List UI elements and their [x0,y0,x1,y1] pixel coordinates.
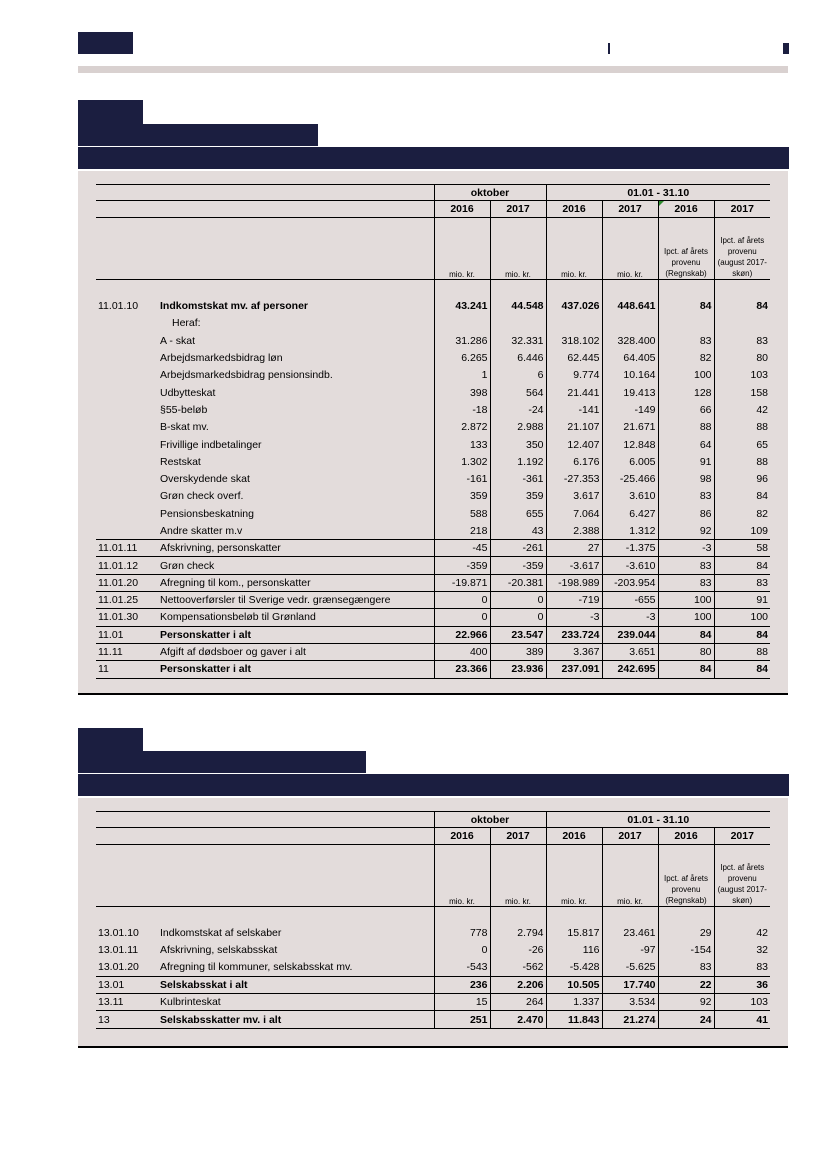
row-value: 84 [658,298,714,315]
row-code: 13.11 [96,994,158,1011]
row-value [658,315,714,332]
row-value: 359 [434,488,490,505]
row-value: 64 [658,436,714,453]
row-value: 12.407 [546,436,602,453]
header-year: 2016 [658,201,714,218]
row-value: 158 [714,384,770,401]
header-mark-1 [608,43,610,54]
row-value: 15 [434,994,490,1011]
row-label: Kompensationsbeløb til Grønland [158,609,434,626]
unit-label: mio. kr. [546,218,602,280]
header-year: 2017 [602,201,658,218]
row-value: 350 [490,436,546,453]
header-year: 2017 [714,828,770,845]
table-row [96,574,770,591]
row-value: 83 [714,959,770,976]
row-value: 3.367 [546,643,602,660]
row-value: 21.107 [546,419,602,436]
unit-label: mio. kr. [546,845,602,907]
row-label: Frivillige indbetalinger [160,438,262,451]
row-value: 389 [490,643,546,660]
row-value: 7.064 [546,505,602,522]
row-label: Indkomstskat af selskaber [160,927,282,940]
row-label: Grøn check [158,557,434,574]
row-code [96,505,158,522]
row-value: 22.966 [434,626,490,643]
row-value [546,315,602,332]
row-value: 84 [714,488,770,505]
row-value: 17.740 [602,976,658,993]
row-value: 251 [434,1011,490,1028]
row-value: 84 [658,626,714,643]
row-value: 2.388 [546,522,602,539]
row-value: 82 [714,505,770,522]
table-row [96,315,770,332]
row-value: 448.641 [602,298,658,315]
pct-header-2016: Ipct. af årets provenu (Regnskab) [658,845,714,907]
row-value: -154 [658,942,714,959]
row-value: -5.428 [546,959,602,976]
row-value: -203.954 [602,574,658,591]
row-label: Selskabsskatter mv. i alt [158,1011,434,1028]
row-label: Pensionsbeskatning [160,507,254,520]
row-value: 2.470 [490,1011,546,1028]
row-value: -27.353 [546,470,602,487]
row-value: 15.817 [546,925,602,942]
row-value: 92 [658,994,714,1011]
pct-header-2017: Ipct. af årets provenu (august 2017- skøn) [714,845,770,907]
row-value: 22 [658,976,714,993]
row-value: 42 [714,925,770,942]
row-label: Afgift af dødsboer og gaver i alt [158,643,434,660]
row-value: -198.989 [546,574,602,591]
row-label: Kulbrinteskat [158,994,434,1011]
row-value: 21.671 [602,419,658,436]
row-value: 10.164 [602,367,658,384]
row-value: 6.446 [490,349,546,366]
row-code [96,367,158,384]
row-value: 58 [714,540,770,557]
row-value: -25.466 [602,470,658,487]
table1 [96,184,770,679]
row-value: 359 [490,488,546,505]
row-value: -361 [490,470,546,487]
row-value: -3 [602,609,658,626]
row-value: -97 [602,942,658,959]
row-value: -45 [434,540,490,557]
row-value: 42 [714,401,770,418]
pct-header-2016: Ipct. af årets provenu (Regnskab) [658,218,714,280]
unit-label: mio. kr. [490,218,546,280]
row-value [602,315,658,332]
row-value: 44.548 [490,298,546,315]
row-value: 84 [714,661,770,678]
row-value: 0 [490,592,546,609]
row-label: Indkomstskat mv. af personer [160,300,309,313]
header-year: 2016 [658,828,714,845]
row-value: -141 [546,401,602,418]
table-row [96,925,770,942]
table-row [96,367,770,384]
row-value: 3.610 [602,488,658,505]
table-row [96,643,770,660]
row-value: 400 [434,643,490,660]
row-value: 133 [434,436,490,453]
row-value: 31.286 [434,332,490,349]
table-row [96,332,770,349]
row-value: 88 [658,419,714,436]
row-value: 32.331 [490,332,546,349]
row-code: 11.01.25 [96,592,158,609]
row-value: 237.091 [546,661,602,678]
row-value: 88 [714,453,770,470]
row-value: -3 [658,540,714,557]
row-value: 0 [434,942,490,959]
row-value: 2.206 [490,976,546,993]
row-label: Arbejdsmarkedsbidrag løn [160,352,283,365]
row-value: -359 [490,557,546,574]
row-code: 11.01.10 [98,300,139,313]
row-code: 13.01.20 [98,961,139,974]
row-value: 12.848 [602,436,658,453]
row-value: 84 [714,626,770,643]
table-row [96,401,770,418]
row-value: 83 [658,332,714,349]
row-code [96,470,158,487]
row-value: 9.774 [546,367,602,384]
row-code: 11.01.20 [96,574,158,591]
row-value: -19.871 [434,574,490,591]
header-year: 2016 [546,828,602,845]
row-code: 13 [96,1011,158,1028]
row-value: 218 [434,522,490,539]
row-code: 11.01.30 [96,609,158,626]
row-value: -719 [546,592,602,609]
table-row [96,626,770,643]
row-value: 86 [658,505,714,522]
header-year: 2017 [490,828,546,845]
header-year: 2016 [434,201,490,218]
row-value: -5.625 [602,959,658,976]
row-code [96,522,158,539]
row-value: 318.102 [546,332,602,349]
row-value: 83 [714,574,770,591]
pct-header-2017: Ipct. af årets provenu (august 2017- skøn) [714,218,770,280]
row-value: -3.617 [546,557,602,574]
row-value [490,315,546,332]
row-value: 6.427 [602,505,658,522]
row-value: -24 [490,401,546,418]
row-value: -543 [434,959,490,976]
row-value: 437.026 [546,298,602,315]
table-row [96,592,770,609]
table2 [96,811,770,1029]
table-row [96,436,770,453]
row-value: 43 [490,522,546,539]
header-rule [78,66,788,73]
row-label: Nettooverførsler til Sverige vedr. grænsegængere [158,592,434,609]
row-value: -261 [490,540,546,557]
row-value: 109 [714,522,770,539]
header-logo-block [78,32,133,54]
row-value: 10.505 [546,976,602,993]
row-label: Arbejdsmarkedsbidrag pensionsindb. [160,369,333,382]
table-row [96,540,770,557]
row-code: 11.01.12 [96,557,158,574]
row-value: 24 [658,1011,714,1028]
row-code [96,315,158,332]
row-code: 11.01 [96,626,158,643]
row-label: Andre skatter m.v [160,524,243,537]
table-row [96,349,770,366]
header-period-range: 01.01 - 31.10 [546,185,770,201]
row-value: 3.534 [602,994,658,1011]
row-value: 100 [658,609,714,626]
row-value: 128 [658,384,714,401]
row-value: 6 [490,367,546,384]
table2-panel [78,798,788,1048]
row-value: 0 [490,609,546,626]
row-code: 13.01.11 [98,944,139,957]
row-label: Restskat [160,455,201,468]
row-value: 21.274 [602,1011,658,1028]
row-value: 1 [434,367,490,384]
header-period-month: oktober [434,185,546,201]
row-value: 43.241 [434,298,490,315]
row-label: §55-beløb [160,403,208,416]
row-code [96,419,158,436]
row-value: 23.461 [602,925,658,942]
row-value: 92 [658,522,714,539]
row-value: 65 [714,436,770,453]
row-label: Selskabsskat i alt [158,976,434,993]
row-value: 91 [714,592,770,609]
row-code: 11.01.11 [96,540,158,557]
row-label: Personskatter i alt [158,626,434,643]
row-value: 264 [490,994,546,1011]
table-row [96,1011,770,1028]
table-row [96,994,770,1011]
table-row [96,505,770,522]
row-value [714,315,770,332]
row-value: 1.312 [602,522,658,539]
table-row [96,976,770,993]
table-row [96,522,770,539]
table-row [96,959,770,976]
header-year: 2016 [434,828,490,845]
table-row [96,470,770,487]
row-value [434,315,490,332]
row-value: 6.176 [546,453,602,470]
row-value: 80 [658,643,714,660]
row-label: Grøn check overf. [160,490,244,503]
section1-title-block [78,124,318,146]
row-label: A - skat [160,334,196,347]
section1-bar [78,147,789,169]
row-label: Afskrivning, personskatter [158,540,434,557]
table-row [96,453,770,470]
row-value: 1.192 [490,453,546,470]
row-value: -3.610 [602,557,658,574]
table-row [96,488,770,505]
row-value: 84 [714,298,770,315]
row-code [96,453,158,470]
section2-bar [78,774,789,796]
row-value: 96 [714,470,770,487]
row-value: -20.381 [490,574,546,591]
row-value: 29 [658,925,714,942]
row-value: 116 [546,942,602,959]
table-row [96,419,770,436]
row-label: Heraf: [172,317,201,330]
table-row [96,609,770,626]
header-year: 2017 [602,828,658,845]
row-value: 84 [658,661,714,678]
row-label: Udbytteskat [160,386,216,399]
unit-label: mio. kr. [602,845,658,907]
row-value: 84 [714,557,770,574]
row-code: 11 [96,661,158,678]
header-mark-2 [783,43,789,54]
header-year: 2017 [714,201,770,218]
row-value: 239.044 [602,626,658,643]
section2-title-block [78,751,366,773]
row-value: 3.651 [602,643,658,660]
unit-label: mio. kr. [434,845,490,907]
row-value: 100 [658,367,714,384]
row-code: 13.01 [96,976,158,993]
row-label: Afregning til kom., personskatter [158,574,434,591]
row-value: 62.445 [546,349,602,366]
row-value: 98 [658,470,714,487]
row-value: 41 [714,1011,770,1028]
row-value: 88 [714,419,770,436]
row-value: 80 [714,349,770,366]
row-value: 328.400 [602,332,658,349]
row-code [96,401,158,418]
row-value: -3 [546,609,602,626]
row-value: 19.413 [602,384,658,401]
row-value: 82 [658,349,714,366]
row-value: 83 [658,574,714,591]
row-value: 32 [714,942,770,959]
row-value: 242.695 [602,661,658,678]
row-value: 88 [714,643,770,660]
unit-label: mio. kr. [490,845,546,907]
row-value: 0 [434,609,490,626]
row-code: 11.11 [96,643,158,660]
table-row [96,661,770,678]
row-value: 0 [434,592,490,609]
row-value: 83 [658,959,714,976]
row-value: 233.724 [546,626,602,643]
row-value: 83 [658,488,714,505]
row-code [96,384,158,401]
header-period-month: oktober [434,812,546,828]
unit-label: mio. kr. [602,218,658,280]
row-value: 27 [546,540,602,557]
row-value: 100 [714,609,770,626]
row-value: 236 [434,976,490,993]
row-value: 83 [658,557,714,574]
table1-panel [78,171,788,695]
row-value: 1.302 [434,453,490,470]
row-value: 103 [714,367,770,384]
row-value: 23.936 [490,661,546,678]
row-code [96,436,158,453]
row-value: -562 [490,959,546,976]
row-value: 103 [714,994,770,1011]
row-value: 655 [490,505,546,522]
row-label: Afregning til kommuner, selskabsskat mv. [160,961,353,974]
row-value: 64.405 [602,349,658,366]
row-value: 564 [490,384,546,401]
row-label: Afskrivning, selskabsskat [160,944,278,957]
header-year: 2016 [546,201,602,218]
table-row [96,557,770,574]
row-value: 778 [434,925,490,942]
row-value: 2.794 [490,925,546,942]
row-code: 13.01.10 [98,927,139,940]
row-value: 23.547 [490,626,546,643]
row-code [96,349,158,366]
row-value: 83 [714,332,770,349]
row-label: B-skat mv. [160,421,209,434]
row-value: 66 [658,401,714,418]
row-value: -18 [434,401,490,418]
row-value: 100 [658,592,714,609]
row-value: 6.005 [602,453,658,470]
row-value: 3.617 [546,488,602,505]
row-value: -161 [434,470,490,487]
row-value: 2.872 [434,419,490,436]
row-value: -359 [434,557,490,574]
row-value: -1.375 [602,540,658,557]
row-value: 1.337 [546,994,602,1011]
row-value: 6.265 [434,349,490,366]
header-period-range: 01.01 - 31.10 [546,812,770,828]
row-value: -655 [602,592,658,609]
table-row [96,298,770,315]
row-value: -26 [490,942,546,959]
row-value: -149 [602,401,658,418]
table-row [96,384,770,401]
table-row [96,942,770,959]
row-value: 91 [658,453,714,470]
row-value: 23.366 [434,661,490,678]
row-value: 36 [714,976,770,993]
row-code [96,488,158,505]
row-value: 2.988 [490,419,546,436]
row-value: 588 [434,505,490,522]
row-value: 398 [434,384,490,401]
unit-label: mio. kr. [434,218,490,280]
row-value: 11.843 [546,1011,602,1028]
row-label: Overskydende skat [160,473,250,486]
row-label: Personskatter i alt [158,661,434,678]
row-value: 21.441 [546,384,602,401]
header-year: 2017 [490,201,546,218]
row-code [96,332,158,349]
